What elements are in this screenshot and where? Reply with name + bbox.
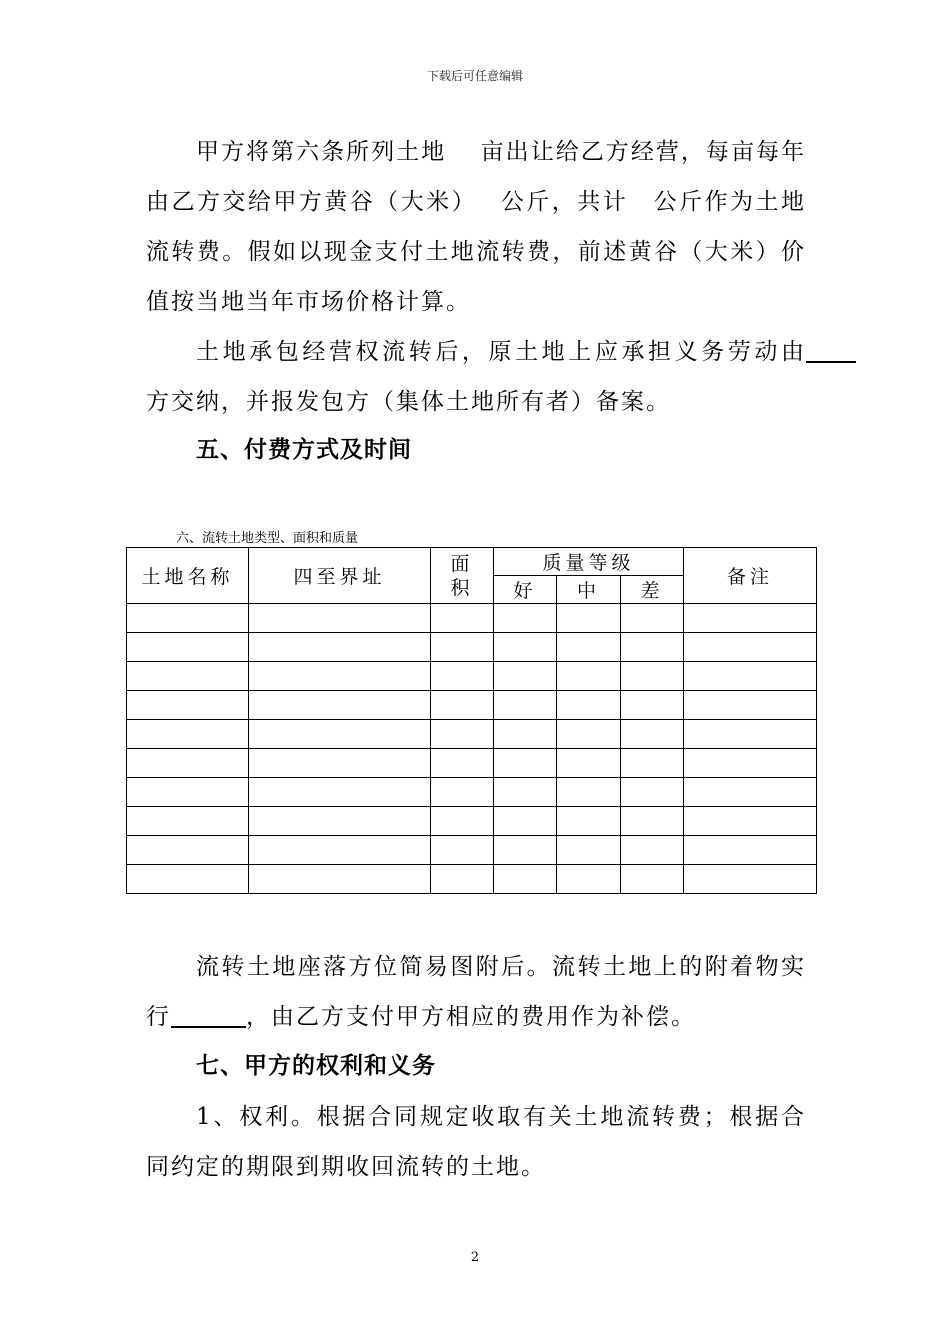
section-heading-5: 五、付费方式及时间 xyxy=(196,437,412,463)
table-cell[interactable] xyxy=(431,778,494,807)
header-quality-mid: 中 xyxy=(557,576,621,604)
table-cell[interactable] xyxy=(249,749,431,778)
paragraph-attachments xyxy=(146,942,806,1042)
table-cell[interactable] xyxy=(494,865,557,894)
table-cell[interactable] xyxy=(684,604,817,633)
table-cell[interactable] xyxy=(621,691,684,720)
header-quality-good: 好 xyxy=(494,576,557,604)
paragraph-text: 土地承包经营权流转后，原土地上应承担义务劳动由 xyxy=(196,339,806,365)
table-cell[interactable] xyxy=(127,807,249,836)
table-cell[interactable] xyxy=(127,836,249,865)
table-cell[interactable] xyxy=(494,633,557,662)
table-cell[interactable] xyxy=(127,662,249,691)
table-cell[interactable] xyxy=(557,691,621,720)
table-cell[interactable] xyxy=(557,749,621,778)
paragraph-text: 方交纳，并报发包方（集体土地所有者）备案。 xyxy=(146,389,671,415)
header-area xyxy=(431,548,494,604)
table-cell[interactable] xyxy=(557,662,621,691)
table-cell[interactable] xyxy=(684,865,817,894)
paragraph-labor-obligation xyxy=(146,327,806,427)
table-row xyxy=(127,865,817,894)
table-cell[interactable] xyxy=(494,778,557,807)
table-cell[interactable] xyxy=(557,807,621,836)
table-cell[interactable] xyxy=(431,604,494,633)
table-cell[interactable] xyxy=(621,836,684,865)
section-heading-7: 七、甲方的权利和义务 xyxy=(196,1053,436,1079)
table-cell[interactable] xyxy=(684,778,817,807)
table-row xyxy=(127,807,817,836)
header-quality: 质量等级 xyxy=(494,548,684,576)
table-cell[interactable] xyxy=(127,691,249,720)
table-cell[interactable] xyxy=(127,865,249,894)
table-row xyxy=(127,633,817,662)
table-cell[interactable] xyxy=(431,807,494,836)
table-cell[interactable] xyxy=(249,691,431,720)
table-cell[interactable] xyxy=(684,807,817,836)
table-cell[interactable] xyxy=(557,720,621,749)
table-row xyxy=(127,749,817,778)
table-cell[interactable] xyxy=(431,691,494,720)
table-cell[interactable] xyxy=(621,662,684,691)
table-cell[interactable] xyxy=(249,807,431,836)
land-table xyxy=(126,547,817,894)
table-cell[interactable] xyxy=(431,662,494,691)
table-cell[interactable] xyxy=(557,836,621,865)
table-cell[interactable] xyxy=(494,604,557,633)
table-cell[interactable] xyxy=(684,836,817,865)
table-cell[interactable] xyxy=(431,633,494,662)
header-area-char-2: 积 xyxy=(450,576,474,599)
table-cell[interactable] xyxy=(621,865,684,894)
table-cell[interactable] xyxy=(684,662,817,691)
table-cell[interactable] xyxy=(431,720,494,749)
header-note: 备注 xyxy=(684,548,817,604)
blank-underline xyxy=(806,339,856,365)
table-row xyxy=(127,604,817,633)
table-cell[interactable] xyxy=(431,836,494,865)
table-cell[interactable] xyxy=(127,604,249,633)
table-cell[interactable] xyxy=(621,807,684,836)
table-cell[interactable] xyxy=(494,691,557,720)
table-caption: 六、流转土地类型、面积和质量 xyxy=(176,531,359,546)
table-cell[interactable] xyxy=(494,749,557,778)
table-cell[interactable] xyxy=(249,720,431,749)
table-cell[interactable] xyxy=(494,662,557,691)
table-cell[interactable] xyxy=(249,662,431,691)
page-header: 下载后可任意编辑 xyxy=(426,69,523,83)
table-row xyxy=(127,720,817,749)
table-cell[interactable] xyxy=(494,807,557,836)
table-row xyxy=(127,836,817,865)
table-cell[interactable] xyxy=(127,749,249,778)
table-cell[interactable] xyxy=(684,749,817,778)
paragraph-rights: 1、权利。根据合同规定收取有关土地流转费；根据合同约定的期限到期收回流转的土地。 xyxy=(146,1104,806,1180)
table-cell[interactable] xyxy=(249,865,431,894)
table-cell[interactable] xyxy=(684,720,817,749)
table-cell[interactable] xyxy=(557,865,621,894)
table-cell[interactable] xyxy=(127,633,249,662)
table-cell[interactable] xyxy=(621,604,684,633)
header-land-name: 土地名称 xyxy=(127,548,249,604)
table-cell[interactable] xyxy=(557,604,621,633)
table-cell[interactable] xyxy=(684,691,817,720)
paragraph-text: 流转土地座落方位简易图附后。流转土地上的附着物实行 xyxy=(146,954,806,1030)
header-boundary: 四至界址 xyxy=(249,548,431,604)
table-row xyxy=(127,662,817,691)
paragraph-text: ，由乙方支付甲方相应的费用作为补偿。 xyxy=(246,1004,696,1030)
table-cell[interactable] xyxy=(557,633,621,662)
page-number: 2 xyxy=(470,1250,480,1265)
table-cell[interactable] xyxy=(494,836,557,865)
table-cell[interactable] xyxy=(249,836,431,865)
table-cell[interactable] xyxy=(127,720,249,749)
table-row xyxy=(127,778,817,807)
header-quality-bad: 差 xyxy=(621,576,684,604)
table-cell[interactable] xyxy=(621,720,684,749)
table-cell[interactable] xyxy=(684,633,817,662)
table-cell[interactable] xyxy=(621,749,684,778)
header-area-char-1: 面 xyxy=(450,552,474,575)
table-cell[interactable] xyxy=(621,633,684,662)
paragraph-land-transfer-fee: 甲方将第六条所列土地 亩出让给乙方经营，每亩每年由乙方交给甲方黄谷（大米） 公斤，共计 公斤作为土地流转费。假如以现金支付土地流转费，前述黄谷（大米）价值按当地当年市场价格计算。 xyxy=(146,139,806,315)
table-cell[interactable] xyxy=(249,604,431,633)
table-cell[interactable] xyxy=(249,633,431,662)
table-cell[interactable] xyxy=(249,778,431,807)
table-row xyxy=(127,691,817,720)
table-cell[interactable] xyxy=(621,778,684,807)
table-cell[interactable] xyxy=(431,865,494,894)
table-cell[interactable] xyxy=(494,720,557,749)
table-cell[interactable] xyxy=(127,778,249,807)
blank-underline xyxy=(171,1004,246,1030)
table-cell[interactable] xyxy=(557,778,621,807)
table-cell[interactable] xyxy=(431,749,494,778)
